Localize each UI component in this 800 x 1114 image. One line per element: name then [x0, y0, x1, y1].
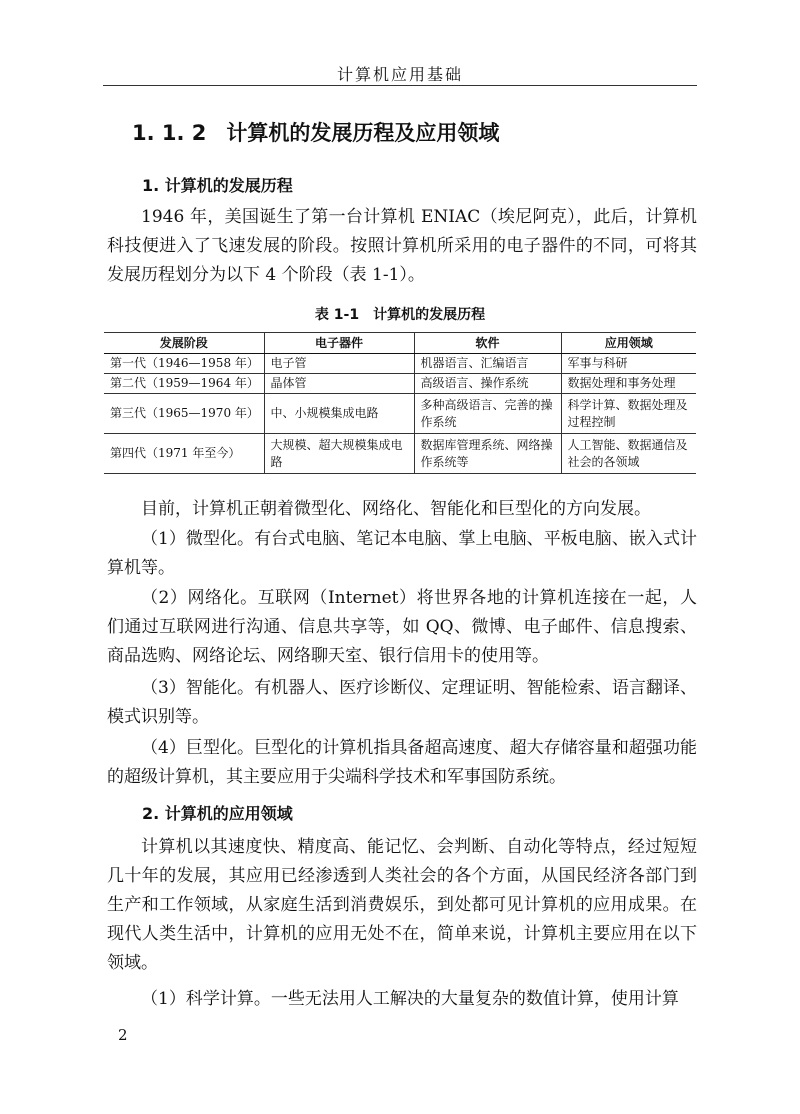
- table-row: [104, 374, 696, 394]
- trend-item-miniaturization: （1）微型化。有台式电脑、笔记本电脑、掌上电脑、平板电脑、嵌入式计算机等。: [107, 529, 697, 578]
- application-paragraph: 计算机以其速度快、精度高、能记忆、会判断、自动化等特点，经过短短几十年的发展，其应用已经渗透到人类社会的各个方面，从国民经济各部门到生产和工作领域，从家庭生活到消费娱乐，到处都可见计算机的应用成果。在现代人类生活中，计算机的应用无处不在，简单来说，计算机主要应用在以下领域。: [107, 837, 697, 973]
- application-item-science: （1）科学计算。一些无法用人工解决的大量复杂的数值计算，使用计算: [141, 989, 679, 1009]
- table-cell: 人工智能、数据通信及社会的各领域: [561, 434, 696, 474]
- intro-paragraph: 1946 年，美国诞生了第一台计算机 ENIAC（埃尼阿克），此后，计算机科技便进入了飞速发展的阶段。按照计算机所采用的电子器件的不同，可将其发展历程划分为以下 4 个阶段（表 1-1）。: [107, 207, 697, 285]
- table-cell: 中、小规模集成电路: [264, 394, 414, 434]
- table-cell: 大规模、超大规模集成电路: [264, 434, 414, 474]
- table-cell: 多种高级语言、完善的操作系统: [414, 394, 561, 434]
- trend-item-intelligence: （3）智能化。有机器人、医疗诊断仪、定理证明、智能检索、语言翻译、模式识别等。: [107, 678, 697, 727]
- subsection-heading-applications: 2. 计算机的应用领域: [142, 804, 293, 823]
- table-cell: 机器语言、汇编语言: [414, 354, 561, 374]
- header-rule: [103, 85, 697, 86]
- table-row: [104, 354, 696, 374]
- table-cell: 第二代（1959—1964 年）: [104, 374, 264, 394]
- header-device: 电子器件: [264, 333, 414, 354]
- header-application: 应用领域: [561, 333, 696, 354]
- table-row: [104, 434, 696, 474]
- header-stage: 发展阶段: [104, 333, 264, 354]
- table-cell: 第一代（1946—1958 年）: [104, 354, 264, 374]
- table-row: [104, 394, 696, 434]
- table-cell: 高级语言、操作系统: [414, 374, 561, 394]
- page-number: 2: [118, 1026, 128, 1044]
- table-header-row: [104, 333, 696, 354]
- table-caption: 表 1-1 计算机的发展历程: [314, 307, 486, 323]
- section-title: 计算机的发展历程及应用领域: [226, 121, 500, 145]
- table-cell: 科学计算、数据处理及过程控制: [561, 394, 696, 434]
- table-cell: 第三代（1965—1970 年）: [104, 394, 264, 434]
- trend-paragraph: 目前，计算机正朝着微型化、网络化、智能化和巨型化的方向发展。: [141, 499, 651, 519]
- table-cell: 晶体管: [264, 374, 414, 394]
- table-cell: 第四代（1971 年至今）: [104, 434, 264, 474]
- section-number: 1. 1. 2: [132, 121, 207, 145]
- table-cell: 军事与科研: [561, 354, 696, 374]
- table-cell: 电子管: [264, 354, 414, 374]
- running-header: 计算机应用基础: [336, 65, 463, 84]
- subsection-heading-history: 1. 计算机的发展历程: [142, 176, 293, 195]
- trend-item-giant: （4）巨型化。巨型化的计算机指具备超高速度、超大存储容量和超强功能的超级计算机，其主要应用于尖端科学技术和军事国防系统。: [107, 738, 697, 787]
- table-cell: 数据处理和事务处理: [561, 374, 696, 394]
- section-heading: [132, 117, 499, 147]
- table-cell: 数据库管理系统、网络操作系统等: [414, 434, 561, 474]
- trend-item-networking: （2）网络化。互联网（Internet）将世界各地的计算机连接在一起，人们通过互联网进行沟通、信息共享等，如 QQ、微博、电子邮件、信息搜索、商品选购、网络论坛、网络聊天室、银行信用卡的使用等。: [107, 588, 697, 666]
- header-software: 软件: [414, 333, 561, 354]
- development-table: [104, 332, 696, 474]
